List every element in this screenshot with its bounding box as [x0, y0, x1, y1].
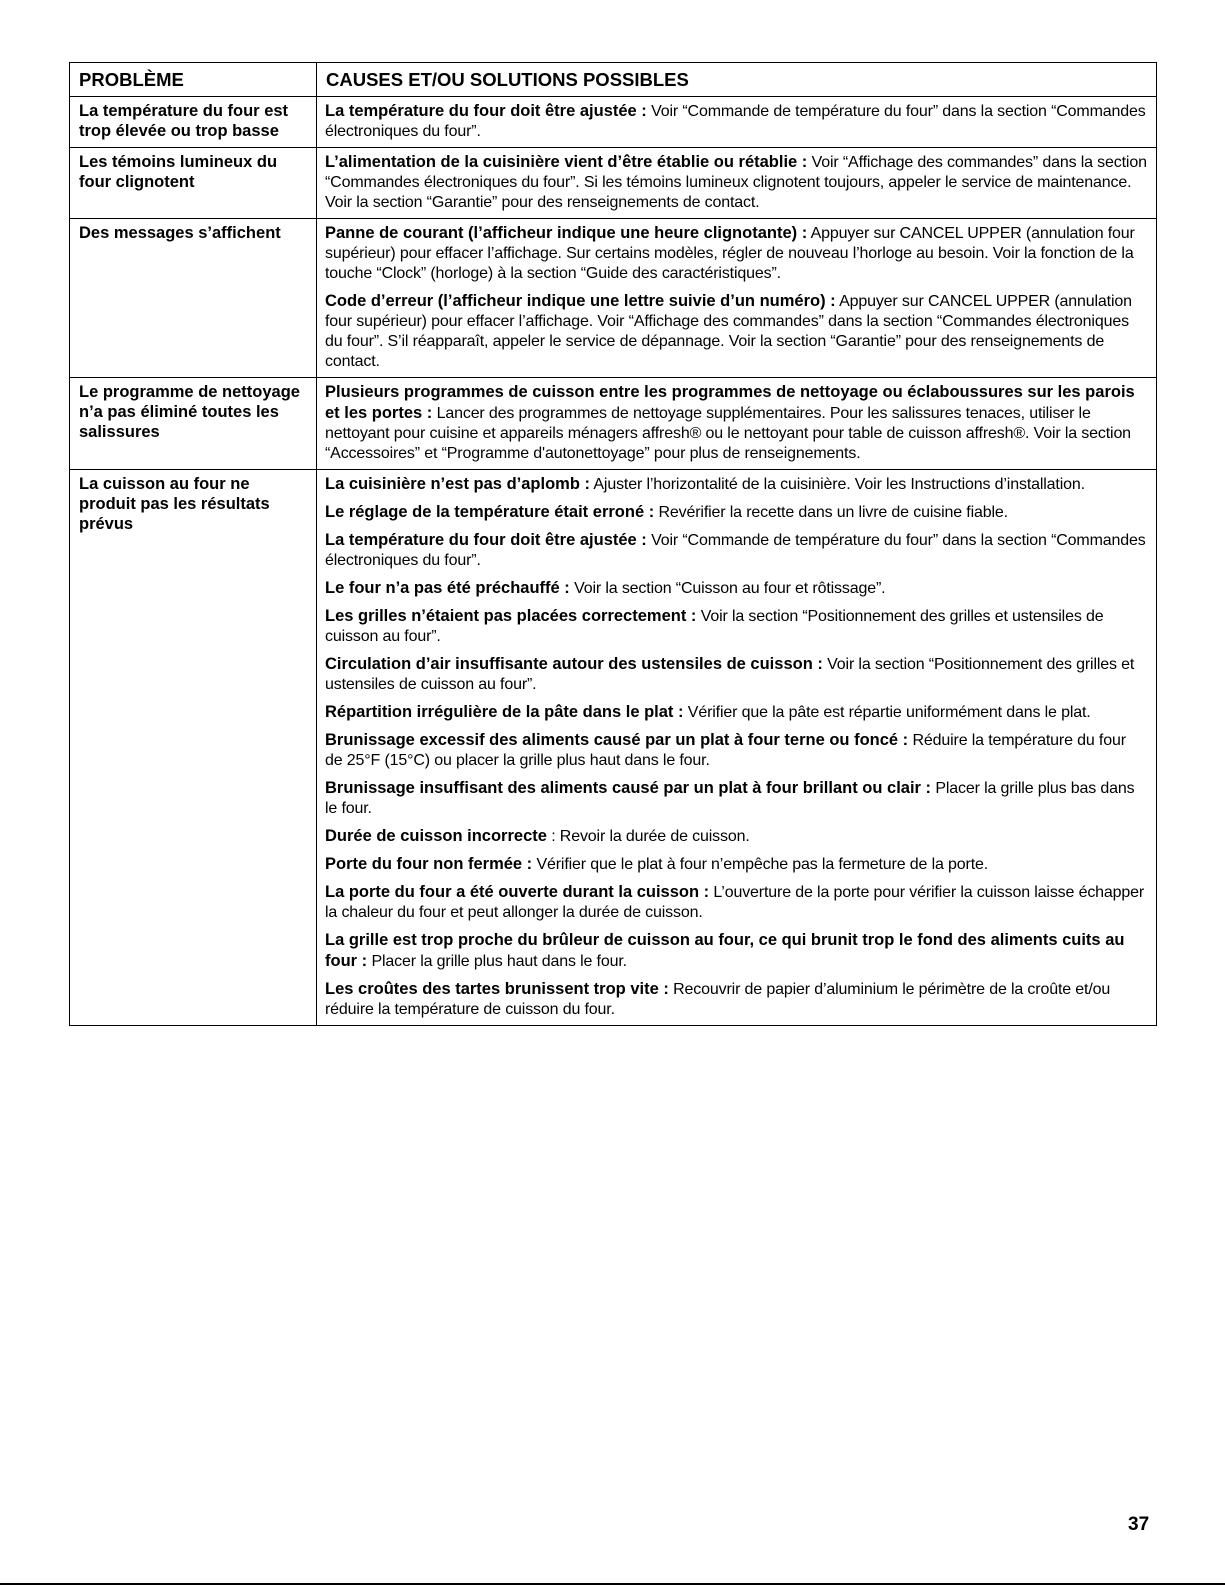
- cause-lead: Panne de courant (l’afficheur indique une heure clignotante) :: [325, 224, 808, 242]
- cause-body: L’ouverture de la porte pour vérifier la cuisson laisse échapper la chaleur du four et peut allonger la durée de cuisson.: [325, 884, 1145, 921]
- cause-lead: Plusieurs programmes de cuisson entre les programmes de nettoyage ou éclaboussures sur les parois et les portes :: [325, 383, 1135, 422]
- cause-entry: [325, 382, 1147, 464]
- causes-cell: [317, 219, 1157, 378]
- cause-lead: Répartition irrégulière de la pâte dans le plat :: [325, 703, 684, 721]
- cause-entry: [325, 979, 1147, 1020]
- table-row: [70, 378, 1157, 470]
- cause-lead: Code d’erreur (l’afficheur indique une lettre suivie d’un numéro) :: [325, 292, 836, 310]
- cause-body: Revérifier la recette dans un livre de cuisine fiable.: [654, 504, 1008, 521]
- cause-body: Ajuster l’horizontalité de la cuisinière. Voir les Instructions d’installation.: [589, 476, 1085, 493]
- cause-body: Voir “Commande de température du four” dans la section “Commandes électroniques du four”.: [325, 103, 1146, 140]
- table-row: [70, 470, 1157, 1026]
- cause-body: Voir “Commande de température du four” dans la section “Commandes électroniques du four”.: [325, 532, 1146, 569]
- cause-body: Vérifier que le plat à four n’empêche pas la fermeture de la porte.: [532, 856, 989, 873]
- cause-entry: [325, 578, 1147, 599]
- cause-entry: [325, 730, 1147, 771]
- table-body: [70, 97, 1157, 1026]
- cause-entry: [325, 502, 1147, 523]
- causes-cell: [317, 378, 1157, 470]
- cause-lead: La température du four doit être ajustée :: [325, 102, 647, 120]
- table-row: [70, 148, 1157, 219]
- cause-entry: [325, 530, 1147, 571]
- cause-lead: Circulation d’air insuffisante autour des ustensiles de cuisson :: [325, 655, 823, 673]
- cause-body: Lancer des programmes de nettoyage supplémentaires. Pour les salissures tenaces, utiliser le nettoyant pour cuisine et appareils ménagers affresh® ou le nettoyant pour table de cuisson affresh®. Voir la section “Accessoires” et “Programme d'autonettoyage” pour plus de renseignements.: [325, 405, 1131, 462]
- cause-body: Recouvrir de papier d’aluminium le périmètre de la croûte et/ou réduire la température de cuisson du four.: [325, 981, 1111, 1018]
- cause-body: Voir la section “Cuisson au four et rôtissage”.: [569, 580, 886, 597]
- cause-entry: [325, 778, 1147, 819]
- cause-entry: [325, 702, 1147, 723]
- cause-lead: Le four n’a pas été préchauffé :: [325, 579, 570, 597]
- cause-lead: Brunissage insuffisant des aliments causé par un plat à four brillant ou clair :: [325, 779, 932, 797]
- cause-body: Voir “Affichage des commandes” dans la section “Commandes électroniques du four”. Si les témoins lumineux clignotent toujours, appeler le service de maintenance. Voir la section “Garantie” pour des renseignements de contact.: [325, 154, 1147, 211]
- problem-cell: La cuisson au four ne produit pas les résultats prévus: [70, 470, 317, 1026]
- cause-body: Réduire la température du four de 25°F (15°C) ou placer la grille plus haut dans le four.: [325, 732, 1126, 769]
- page-number: 37: [1128, 1514, 1150, 1535]
- cause-lead: Les grilles n’étaient pas placées correctement :: [325, 607, 697, 625]
- cause-body: Voir la section “Positionnement des grilles et ustensiles de cuisson au four”.: [325, 656, 1135, 693]
- cause-entry: [325, 930, 1147, 972]
- cause-entry: [325, 474, 1147, 495]
- column-header-causes: CAUSES ET/OU SOLUTIONS POSSIBLES: [317, 63, 1157, 97]
- cause-lead: Porte du four non fermée :: [325, 855, 533, 873]
- causes-cell: [317, 97, 1157, 148]
- causes-cell: [317, 148, 1157, 219]
- cause-lead: La porte du four a été ouverte durant la cuisson :: [325, 883, 710, 901]
- cause-body: Placer la grille plus bas dans le four.: [325, 780, 1135, 817]
- cause-entry: [325, 101, 1147, 142]
- cause-body: Appuyer sur CANCEL UPPER (annulation four supérieur) pour effacer l’affichage. Sur certains modèles, régler de nouveau l’horloge au besoin. Voir la fonction de la touche “Clock” (horloge) à la section “Guide des caractéristiques”.: [325, 225, 1135, 282]
- cause-body: : Revoir la durée de cuisson.: [546, 828, 750, 845]
- table-header-row: [70, 63, 1157, 97]
- problem-cell: Des messages s’affichent: [70, 219, 317, 378]
- cause-body: Voir la section “Positionnement des grilles et ustensiles de cuisson au four”.: [325, 608, 1104, 645]
- cause-body: Appuyer sur CANCEL UPPER (annulation four supérieur) pour effacer l’affichage. Voir “Affichage des commandes” dans la section “Commandes électroniques du four”. S’il réapparaît, appeler le service de dépannage. Voir la section “Garantie” pour des renseignements de contact.: [325, 293, 1132, 370]
- cause-lead: Brunissage excessif des aliments causé par un plat à four terne ou foncé :: [325, 731, 909, 749]
- problem-cell: Les témoins lumineux du four clignotent: [70, 148, 317, 219]
- problem-cell: Le programme de nettoyage n’a pas éliminé toutes les salissures: [70, 378, 317, 470]
- cause-entry: [325, 854, 1147, 875]
- cause-lead: La cuisinière n’est pas d’aplomb :: [325, 475, 590, 493]
- table-row: [70, 97, 1157, 148]
- cause-body: Vérifier que la pâte est répartie uniformément dans le plat.: [683, 704, 1091, 721]
- causes-cell: [317, 470, 1157, 1026]
- cause-entry: [325, 606, 1147, 647]
- cause-body: Placer la grille plus haut dans le four.: [367, 953, 627, 970]
- cause-entry: [325, 152, 1147, 213]
- problem-cell: La température du four est trop élevée ou trop basse: [70, 97, 317, 148]
- cause-lead: La grille est trop proche du brûleur de cuisson au four, ce qui brunit trop le fond des aliments cuits au four :: [325, 931, 1125, 970]
- cause-entry: [325, 223, 1147, 284]
- column-header-problem: PROBLÈME: [70, 63, 317, 97]
- cause-entry: [325, 826, 1147, 847]
- cause-entry: [325, 882, 1147, 923]
- cause-lead: L’alimentation de la cuisinière vient d’être établie ou rétablie :: [325, 153, 808, 171]
- troubleshooting-table: [69, 62, 1157, 1026]
- table-row: [70, 219, 1157, 378]
- cause-lead: La température du four doit être ajustée :: [325, 531, 647, 549]
- cause-lead: Le réglage de la température était erroné :: [325, 503, 655, 521]
- cause-entry: [325, 291, 1147, 372]
- cause-lead: Durée de cuisson incorrecte: [325, 827, 547, 845]
- cause-lead: Les croûtes des tartes brunissent trop vite :: [325, 980, 669, 998]
- cause-entry: [325, 654, 1147, 695]
